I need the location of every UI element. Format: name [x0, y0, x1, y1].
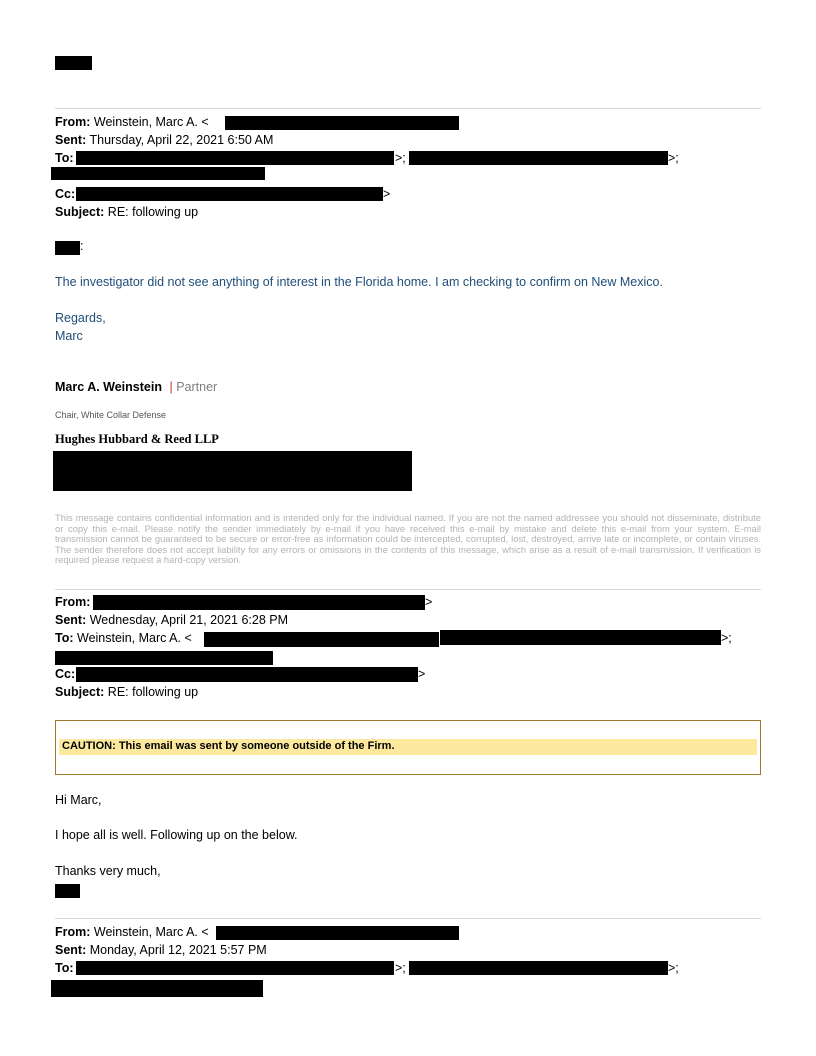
redaction-email3-to-3 — [51, 980, 263, 997]
email2-to-label: To: — [55, 631, 74, 645]
email2-to-name: Weinstein, Marc A. < — [77, 631, 192, 645]
caution-text: CAUTION: This email was sent by someone outside of the Firm. — [62, 740, 395, 752]
redaction-email2-to-3 — [55, 651, 273, 665]
email3-sent-label: Sent: — [55, 943, 87, 957]
email3-to-end: >; — [668, 961, 679, 975]
redaction-email2-from — [93, 595, 425, 610]
email2-sent-line — [55, 611, 288, 629]
email1-cc-label: Cc: — [55, 187, 76, 201]
email1-sent-value: Thursday, April 22, 2021 6:50 AM — [89, 133, 274, 147]
redaction-email1-to-3 — [51, 167, 265, 180]
email2-cc-label: Cc: — [55, 667, 76, 681]
redaction-email3-from-address — [216, 926, 459, 940]
email2-cc-line — [55, 665, 75, 683]
email2-body: I hope all is well. Following up on the below. — [55, 828, 298, 842]
redaction-email2-to-2 — [440, 630, 721, 645]
email1-closing: Regards, — [55, 311, 106, 325]
redaction-email1-salutation — [55, 241, 80, 255]
email2-subject-line — [55, 683, 198, 701]
email1-subject-line — [55, 203, 198, 221]
redaction-top — [55, 56, 92, 70]
email2-to-end: >; — [721, 631, 732, 645]
redaction-email1-to-1 — [76, 151, 394, 165]
email1-subject-label: Subject: — [55, 205, 105, 219]
email1-to-line — [55, 149, 74, 167]
email1-to-separator: >; — [395, 151, 406, 165]
email3-to-separator: >; — [395, 961, 406, 975]
caution-highlight — [59, 739, 757, 755]
redaction-email1-cc — [76, 187, 383, 201]
email3-sent-value: Monday, April 12, 2021 5:57 PM — [89, 943, 267, 957]
separator-2 — [55, 589, 761, 590]
email3-from-name: Weinstein, Marc A. < — [93, 925, 209, 939]
email1-sent-label: Sent: — [55, 133, 87, 147]
email2-from-line — [55, 593, 90, 611]
email2-from-end: > — [425, 595, 433, 609]
email1-from-label: From: — [55, 115, 91, 129]
email1-cc-line — [55, 185, 75, 203]
redaction-email1-from-address — [225, 116, 459, 130]
signature-name: Marc A. Weinstein — [55, 380, 162, 394]
email2-sent-value: Wednesday, April 21, 2021 6:28 PM — [89, 613, 289, 627]
redaction-email2-cc — [76, 667, 418, 682]
email3-from-line — [55, 923, 209, 941]
email1-to-label: To: — [55, 151, 74, 165]
email1-body: The investigator did not see anything of interest in the Florida home. I am checking to confirm on New Mexico. — [55, 275, 663, 289]
email3-to-line — [55, 959, 74, 977]
signature-role: Partner — [176, 380, 218, 394]
email3-sent-line — [55, 941, 267, 959]
email2-subject-label: Subject: — [55, 685, 105, 699]
email2-to-line — [55, 629, 192, 647]
signature-title: Chair, White Collar Defense — [55, 410, 167, 420]
email2-greeting: Hi Marc, — [55, 793, 102, 807]
email3-from-label: From: — [55, 925, 91, 939]
separator-1 — [55, 108, 761, 109]
signature-firm: Hughes Hubbard & Reed LLP — [55, 432, 219, 446]
redaction-email3-to-2 — [409, 961, 668, 975]
email1-subject-value: RE: following up — [107, 205, 199, 219]
redaction-email3-to-1 — [76, 961, 394, 975]
redaction-email2-signoff — [55, 884, 80, 898]
email2-sent-label: Sent: — [55, 613, 87, 627]
email1-disclaimer: This message contains confidential information and is intended only for the individual named. If you are not the named addressee you should not disseminate, distribute or copy this e-mail. Please notify the sender immediately by e-mail if you have received this e-mail by mistake and delete this e-mail from your system. E-mail transmission cannot be guaranteed to be secure or error-free as information could be intercepted, corrupted, lost, destroyed, arrive late or incomplete, or contain viruses. The sender therefore does not accept liability for any errors or omissions in the contents of this message, which arise as a result of e-mail transmission. If verification is required please request a hard-copy version. — [55, 512, 761, 565]
redaction-email2-to-1 — [204, 632, 439, 647]
email3-to-label: To: — [55, 961, 74, 975]
caution-banner — [55, 720, 761, 775]
email2-subject-value: RE: following up — [107, 685, 199, 699]
separator-3 — [55, 918, 761, 919]
email1-cc-end: > — [383, 187, 391, 201]
email1-sent-line — [55, 131, 273, 149]
email1-to-end: >; — [668, 151, 679, 165]
email2-from-label: From: — [55, 595, 91, 609]
redaction-signature-address — [53, 451, 412, 491]
email2-closing: Thanks very much, — [55, 864, 161, 878]
email2-cc-end: > — [418, 667, 426, 681]
redaction-email1-to-2 — [409, 151, 668, 165]
email1-closing-name: Marc — [55, 329, 83, 343]
email1-salutation-colon: : — [80, 239, 84, 253]
email1-from-line — [55, 113, 209, 131]
email1-from-name: Weinstein, Marc A. < — [93, 115, 209, 129]
signature-name-line — [55, 380, 217, 394]
signature-divider: | — [169, 380, 173, 394]
